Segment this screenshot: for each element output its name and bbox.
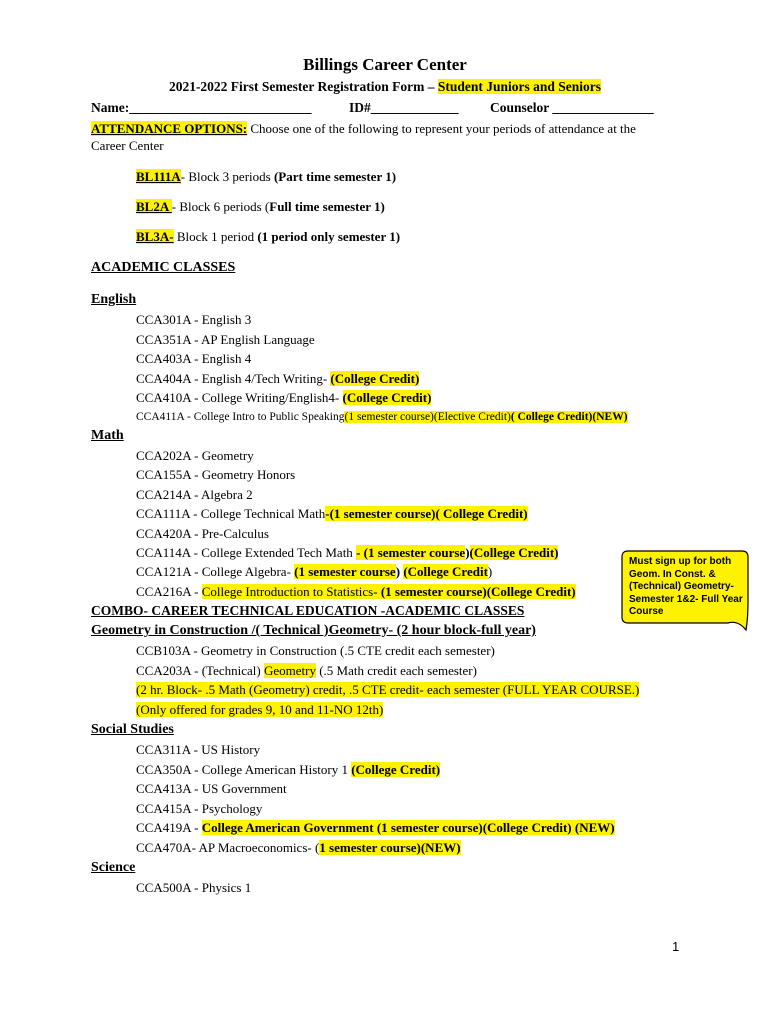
combo-heading: COMBO- CAREER TECHNICAL EDUCATION -ACADEMIC CLASSES [91, 603, 525, 618]
course-cca203a[interactable] [136, 662, 477, 680]
course-highlight: 1 semester course)(NEW) [319, 840, 461, 855]
combo-note-2 [136, 701, 383, 719]
course-highlight: (1 semester course)(Elective Credit) [344, 411, 511, 423]
course-highlight: College American Government (1 semester course)(College Credit) (NEW) [201, 820, 615, 835]
course-cca410a[interactable] [136, 389, 431, 407]
course-highlight: College Introduction to Statistics- [201, 584, 381, 599]
form-subtitle [0, 78, 770, 96]
course-cca415a[interactable]: CCA415A - Psychology [136, 801, 263, 816]
math-heading: Math [91, 428, 124, 443]
course-text: CCA114A - College Extended Tech Math [136, 545, 357, 560]
course-cca216a[interactable] [136, 583, 576, 601]
course-cca350a[interactable] [136, 761, 440, 779]
course-cca311a[interactable]: CCA311A - US History [136, 742, 261, 757]
course-text: CCA111A - College Technical Math [136, 506, 326, 521]
course-cca404a[interactable] [136, 370, 419, 388]
callout-note [620, 550, 750, 630]
course-text: CCA216A - [136, 584, 202, 599]
option-desc: Block 1 period [173, 229, 258, 244]
name-field[interactable]: Name:___________________________ [91, 100, 312, 115]
course-text: ) [395, 564, 404, 579]
course-cca420a[interactable]: CCA420A - Pre-Calculus [136, 526, 269, 541]
course-text: ) [487, 564, 493, 579]
attendance-option-bl2a[interactable] [136, 198, 385, 216]
academic-classes-heading: ACADEMIC CLASSES [91, 260, 236, 275]
attendance-instructions [91, 120, 636, 138]
course-text: CCA203A - (Technical) [136, 663, 264, 678]
course-text: (.5 Math credit each semester) [315, 663, 477, 678]
page-title: Billings Career Center [303, 55, 467, 74]
course-text: CCA404A - English 4/Tech Writing- [136, 371, 331, 386]
option-code: BL3A- [136, 229, 174, 244]
course-highlight: Geometry [263, 663, 316, 678]
course-text: ) [465, 545, 470, 560]
course-highlight: -(1 semester course)( College Credit) [325, 506, 528, 521]
course-cca111a[interactable] [136, 505, 528, 523]
course-text: CCA121A - College Algebra- [136, 564, 295, 579]
subtitle-highlight: Student Juniors and Seniors [437, 79, 602, 94]
course-ccb103a[interactable]: CCB103A - Geometry in Construction (.5 CTE credit each semester) [136, 643, 495, 658]
option-desc: - Block 6 periods ( [171, 199, 270, 214]
course-highlight: (College Credit) [351, 762, 441, 777]
english-heading: English [91, 292, 137, 307]
option-code: BL2A [136, 199, 172, 214]
callout-text: Must sign up for both Geom. In Const. & (Technical) Geometry-Semester 1&2- Full Year Course [629, 556, 743, 617]
attendance-option-bl111a[interactable] [136, 168, 396, 186]
course-cca403a[interactable]: CCA403A - English 4 [136, 351, 252, 366]
course-cca214a[interactable]: CCA214A - Algebra 2 [136, 487, 253, 502]
option-desc: - Block 3 periods [180, 169, 274, 184]
page-number: 1 [672, 939, 680, 954]
course-cca114a[interactable] [136, 544, 558, 562]
option-code: BL111A [136, 169, 181, 184]
attendance-option-bl3a[interactable] [136, 228, 400, 246]
course-cca500a[interactable]: CCA500A - Physics 1 [136, 880, 252, 895]
course-cca155a[interactable]: CCA155A - Geometry Honors [136, 467, 296, 482]
combo-subheading: Geometry in Construction /( Technical )Geometry- (2 hour block-full year) [91, 623, 536, 638]
course-highlight: (1 semester course [294, 564, 396, 579]
course-highlight: (College Credit) [469, 545, 559, 560]
course-highlight: (College Credit [403, 564, 488, 579]
attendance-text: Choose one of the following to represent your periods of attendance at the [247, 121, 636, 136]
course-cca351a[interactable]: CCA351A - AP English Language [136, 332, 315, 347]
course-cca470a[interactable] [136, 839, 461, 857]
id-field[interactable]: ID#_____________ [349, 100, 459, 115]
attendance-text-line2: Career Center [91, 138, 164, 153]
note-highlight: (2 hr. Block- .5 Math (Geometry) credit, .5 CTE credit- each semester (FULL YEAR COURSE.) [136, 682, 640, 697]
social-studies-heading: Social Studies [91, 722, 174, 737]
course-text: CCA419A - [136, 820, 202, 835]
option-detail: (1 period only semester 1) [257, 229, 401, 244]
course-highlight: (College Credit) [330, 371, 420, 386]
course-highlight: - (1 semester course [356, 545, 466, 560]
attendance-label: ATTENDANCE OPTIONS: [91, 121, 248, 136]
course-text: CCA350A - College American History 1 [136, 762, 352, 777]
course-highlight: (1 semester course)(College Credit) [380, 584, 576, 599]
course-cca411a[interactable] [136, 408, 628, 426]
course-cca202a[interactable]: CCA202A - Geometry [136, 448, 254, 463]
subtitle-text: 2021-2022 First Semester Registration Form – [168, 79, 438, 94]
course-cca121a[interactable] [136, 563, 492, 581]
option-detail: (Part time semester 1) [273, 169, 397, 184]
course-text: CCA470A- AP Macroeconomics- ( [136, 840, 320, 855]
option-detail: Full time semester 1) [269, 199, 385, 214]
course-text: CCA411A - College Intro to Public Speaking [136, 411, 345, 423]
note-highlight: (Only offered for grades 9, 10 and 11-NO 12th) [136, 702, 384, 717]
counselor-field[interactable]: Counselor _______________ [490, 100, 654, 115]
course-cca413a[interactable]: CCA413A - US Government [136, 781, 287, 796]
course-text: CCA410A - College Writing/English4- [136, 390, 343, 405]
course-highlight: (College Credit) [342, 390, 432, 405]
combo-note-1 [136, 681, 639, 699]
course-highlight: ( College Credit)(NEW) [510, 411, 628, 423]
science-heading: Science [91, 860, 136, 875]
course-cca301a[interactable]: CCA301A - English 3 [136, 312, 252, 327]
course-cca419a[interactable] [136, 819, 615, 837]
